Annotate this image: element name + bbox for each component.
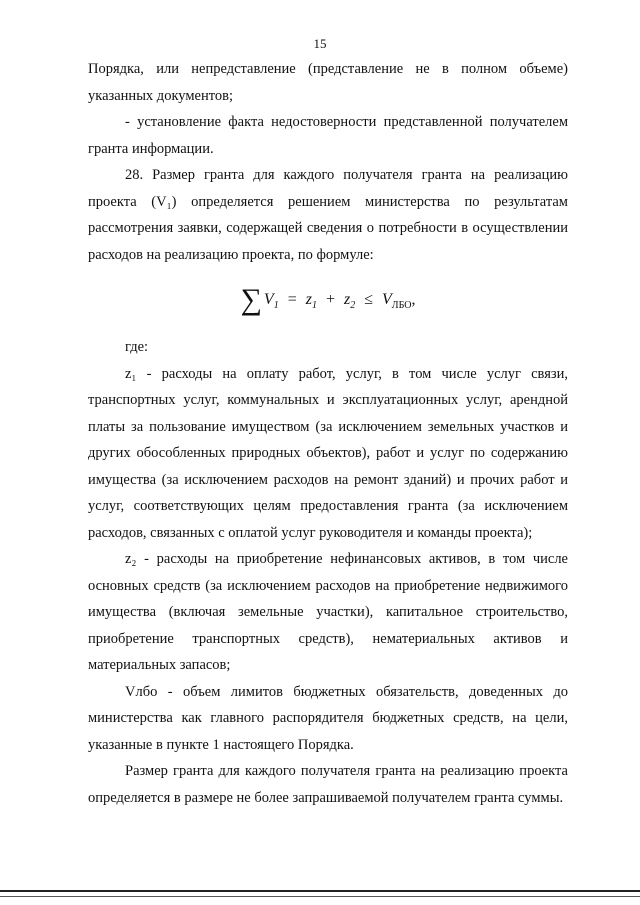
- formula-v: V: [263, 291, 274, 308]
- formula-v-sub: 1: [273, 300, 279, 312]
- formula-z1-sub: 1: [311, 300, 317, 312]
- formula-vlbo-sub: ЛБО: [391, 300, 412, 312]
- paragraph-unreliable-info: - установление факта недостоверности представленной получателем гранта информации.: [88, 114, 568, 157]
- where-label: где:: [125, 339, 149, 355]
- bottom-scan-edge: [0, 890, 640, 892]
- paragraph-item-28: 28. Размер гранта для каждого получателя гранта на реализацию проекта (V₁) определяется решением министерства по результатам рассмотрения заявки, содержащей сведения о потребности в осуществлении расходов на реализацию проекта, по формуле:: [88, 167, 568, 263]
- formula-z2-sub: 2: [350, 300, 356, 312]
- bottom-scan-edge-secondary: [0, 896, 640, 897]
- sum-symbol: ∑: [240, 283, 262, 316]
- paragraph-continuation: Порядка, или непредставление (представление не в полном объеме) указанных документов;: [88, 61, 568, 104]
- document-body: [88, 56, 568, 811]
- formula-z1: z: [305, 291, 312, 308]
- formula-vlbo: V: [382, 291, 392, 308]
- formula-comma: ,: [411, 291, 416, 308]
- grant-formula: [88, 276, 568, 324]
- paragraph-z1: z₁ - расходы на оплату работ, услуг, в том числе услуг связи, транспортных услуг, коммунальных и эксплуатационных услуг, арендной платы за пользование имуществом (за исключением земельных участков и других обособленных природных объектов), работ и услуг по содержанию имущества (за исключением расходов на ремонт зданий) и прочих работ и услуг, соответствующих целям предоставления гранта (за исключением расходов, связанных с оплатой услуг руководителя и команды проекта);: [88, 365, 568, 541]
- formula-equals: =: [287, 291, 297, 308]
- formula-z2: z: [343, 291, 351, 308]
- formula-leq: ≤: [364, 291, 373, 308]
- paragraph-grant-size: Размер гранта для каждого получателя гранта на реализацию проекта определяется в размере не более запрашиваемой получателем гранта суммы.: [88, 763, 568, 806]
- paragraph-vlbo: Vлбо - объем лимитов бюджетных обязательств, доведенных до министерства как главного распорядителя бюджетных средств, на цели, указанные в пункте 1 настоящего Порядка.: [88, 683, 568, 753]
- paragraph-z2: z₂ - расходы на приобретение нефинансовых активов, в том числе основных средств (за исключением расходов на приобретение недвижимого имущества (включая земельные участки), капитальное строительство, приобретение транспортных средств), нематериальных активов и материальных запасов;: [88, 551, 568, 673]
- page-number: 15: [313, 36, 327, 51]
- formula-plus: +: [325, 291, 335, 308]
